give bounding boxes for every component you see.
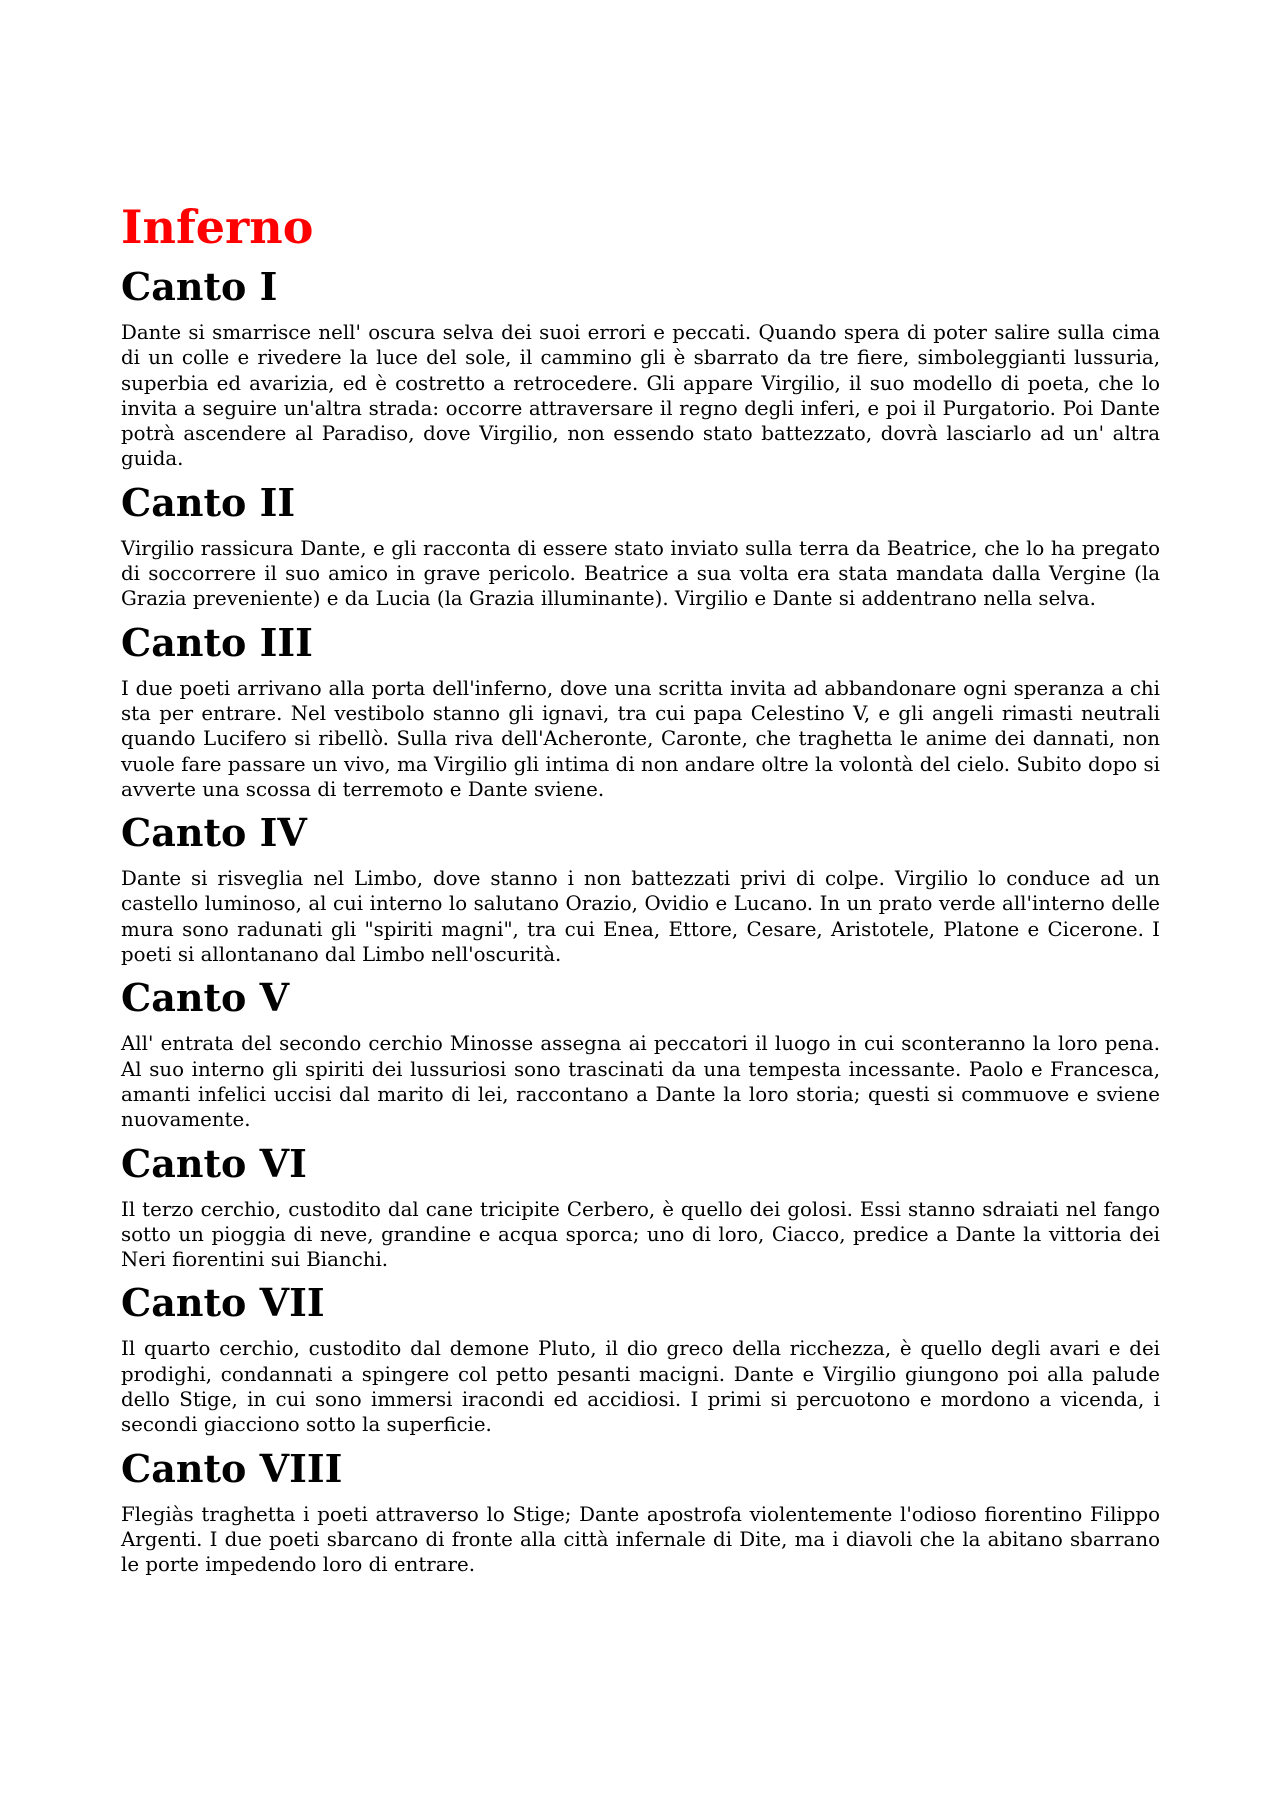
document-page <box>121 198 1160 1582</box>
canto-heading: Canto II <box>121 479 296 525</box>
canto-section-6 <box>121 1139 1160 1273</box>
canto-heading: Canto I <box>121 264 278 309</box>
canto-summary: Il quarto cerchio, custodito dal demone Pluto, il dio greco della ricchezza, è quello degli avari e dei prodighi, condannati a spingere col petto pesanti macigni. Dante e Virgilio giungono poi alla palude dello Stige, in cui sono immersi iracondi ed accidiosi. I primi si percuotono e mordono a vicenda, i secondi giacciono sotto la superficie. <box>121 1337 1160 1437</box>
canto-summary: Il terzo cerchio, custodito dal cane tricipite Cerbero, è quello dei golosi. Essi stanno sdraiati nel fango sotto un pioggia di neve, grandine e acqua sporca; uno di loro, Ciacco, predice a Dante la vittoria dei Neri fiorentini sui Bianchi. <box>121 1197 1160 1272</box>
canto-section-4 <box>121 808 1160 967</box>
canto-summary: All' entrata del secondo cerchio Minosse assegna ai peccatori il luogo in cui sconteranno la loro pena. Al suo interno gli spiriti dei lussuriosi sono trascinati da una tempesta incessante. Paolo e Francesca, amanti infelici uccisi dal marito di lei, raccontano a Dante la loro storia; questi si commuove e sviene nuovamente. <box>121 1032 1160 1132</box>
canto-heading: Canto VIII <box>121 1445 343 1491</box>
canto-heading: Canto III <box>121 619 313 665</box>
canto-summary: Flegiàs traghetta i poeti attraverso lo Stige; Dante apostrofa violentemente l'odioso fiorentino Filippo Argenti. I due poeti sbarcano di fronte alla città infernale di Dite, ma i diavoli che la abitano sbarrano le porte impedendo loro di entrare. <box>121 1502 1160 1577</box>
canto-section-7 <box>121 1278 1160 1437</box>
canto-heading: Canto VI <box>121 1140 307 1186</box>
canto-section-5 <box>121 973 1160 1132</box>
canto-summary: Dante si risveglia nel Limbo, dove stanno i non battezzati privi di colpe. Virgilio lo conduce ad un castello luminoso, al cui interno lo salutano Orazio, Ovidio e Lucano. In un prato verde all'interno delle mura sono radunati gli "spiriti magni", tra cui Enea, Ettore, Cesare, Aristotele, Platone e Cicerone. I poeti si allontanano dal Limbo nell'oscurità. <box>121 867 1160 967</box>
canto-heading: Canto IV <box>121 810 307 856</box>
document-title: Inferno <box>121 200 314 254</box>
canto-section-3 <box>121 618 1160 802</box>
canto-section-1 <box>121 262 1160 472</box>
canto-summary: Virgilio rassicura Dante, e gli racconta di essere stato inviato sulla terra da Beatrice, che lo ha pregato di soccorrere il suo amico in grave pericolo. Beatrice a sua volta era stata mandata dalla Vergine (la Grazia preveniente) e da Lucia (la Grazia illuminante). Virgilio e Dante si addentrano nella selva. <box>121 536 1160 611</box>
canto-heading: Canto V <box>121 975 290 1021</box>
canto-summary: Dante si smarrisce nell' oscura selva dei suoi errori e peccati. Quando spera di poter salire sulla cima di un colle e rivedere la luce del sole, il cammino gli è sbarrato da tre fiere, simboleggianti lussuria, superbia ed avarizia, ed è costretto a retrocedere. Gli appare Virgilio, il suo modello di poeta, che lo invita a seguire un'altra strada: occorre attraversare il regno degli inferi, e poi il Purgatorio. Poi Dante potrà ascendere al Paradiso, dove Virgilio, non essendo stato battezzato, dovrà lasciarlo ad un' altra guida. <box>121 321 1160 471</box>
canto-summary: I due poeti arrivano alla porta dell'inferno, dove una scritta invita ad abbandonare ogni speranza a chi sta per entrare. Nel vestibolo stanno gli ignavi, tra cui papa Celestino V, e gli angeli rimasti neutrali quando Lucifero si ribellò. Sulla riva dell'Acheronte, Caronte, che traghetta le anime dei dannati, non vuole fare passare un vivo, ma Virgilio gli intima di non andare oltre la volontà del cielo. Subito dopo si avverte una scossa di terremoto e Dante sviene. <box>121 676 1160 801</box>
canto-heading: Canto VII <box>121 1280 325 1326</box>
canto-section-2 <box>121 478 1160 612</box>
canto-section-8 <box>121 1444 1160 1578</box>
